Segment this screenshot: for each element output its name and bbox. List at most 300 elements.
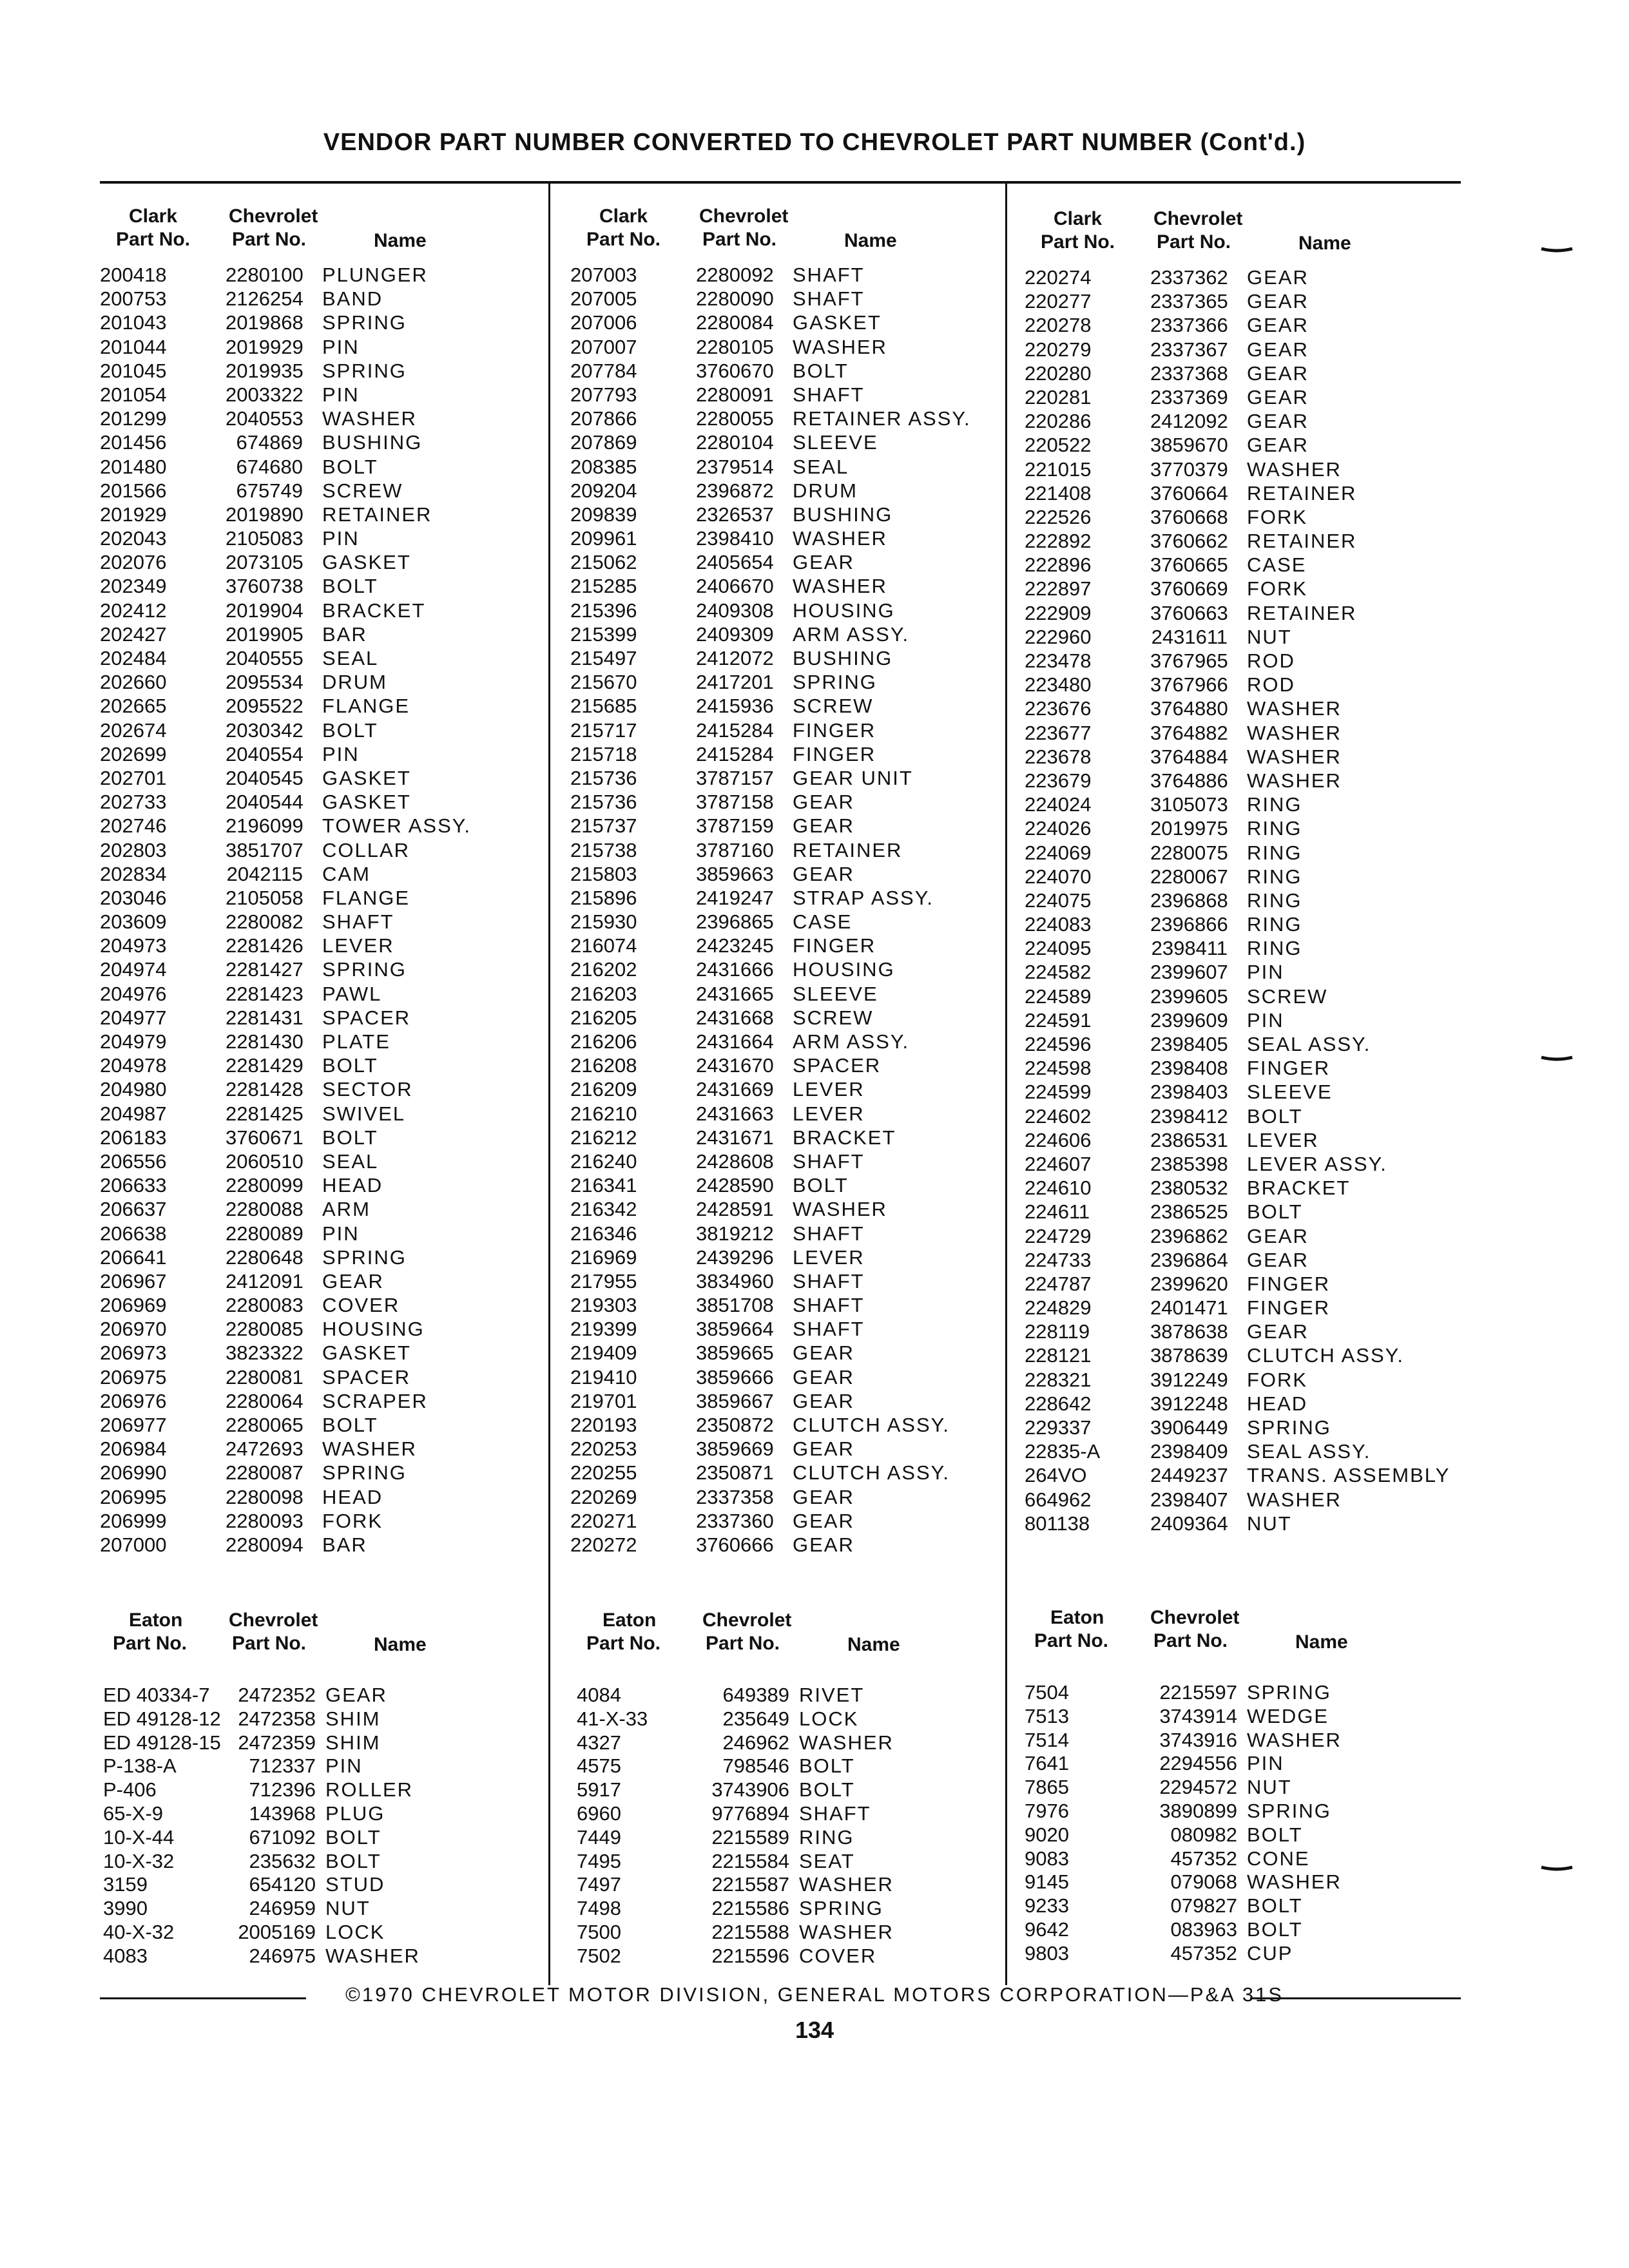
footer-copyright: ©1970 CHEVROLET MOTOR DIVISION, GENERAL MOTORS CORPORATION—P&A 31S <box>345 1983 1284 2006</box>
table-row <box>100 838 545 862</box>
part-name: WASHER <box>799 1920 894 1943</box>
vendor-part-number: 216203 <box>570 982 637 1005</box>
table-row <box>570 430 1005 454</box>
chevrolet-part-number: 2280082 <box>226 910 304 934</box>
part-name: SHAFT <box>793 1318 865 1341</box>
part-name: DRUM <box>322 671 387 694</box>
chevrolet-part-number: 2019929 <box>226 335 304 358</box>
vendor-part-number: 224075 <box>1025 889 1092 912</box>
chevrolet-part-number: 2003322 <box>226 383 304 406</box>
table-row <box>570 1245 1005 1269</box>
table-row <box>577 1683 1005 1707</box>
table-row <box>100 1102 545 1126</box>
table-row <box>103 1872 548 1896</box>
part-name: SEAL ASSY. <box>1247 1033 1371 1055</box>
chevrolet-part-number: 3760669 <box>1150 577 1228 601</box>
part-name: BOLT <box>793 1174 849 1197</box>
part-name: PIN <box>325 1754 363 1778</box>
vendor-part-number: 207793 <box>570 383 637 406</box>
chevrolet-part-number: 2040544 <box>226 791 304 814</box>
chevrolet-part-number: 3760670 <box>696 359 774 382</box>
chevrolet-part-number: 2280089 <box>226 1222 304 1245</box>
table-row <box>1025 505 1469 529</box>
part-name: COVER <box>322 1294 400 1317</box>
part-name: GEAR <box>793 1389 854 1412</box>
vendor-part-number: 215062 <box>570 551 637 574</box>
chevrolet-part-number: 2337365 <box>1150 290 1228 313</box>
table-row <box>1025 409 1469 433</box>
part-name: BOLT <box>799 1778 855 1802</box>
part-name: ROD <box>1247 673 1295 697</box>
part-name: GEAR <box>1247 314 1309 337</box>
vendor-part-number: 223676 <box>1025 697 1092 720</box>
table-row <box>570 1365 1005 1389</box>
table-row <box>100 1533 545 1557</box>
part-name: LEVER <box>1247 1128 1319 1151</box>
chevrolet-part-number: 3764882 <box>1150 721 1228 744</box>
chevrolet-part-number: 2431666 <box>696 958 774 981</box>
chevrolet-part-number: 246962 <box>722 1731 789 1754</box>
table-row <box>577 1754 1005 1778</box>
clark-column-3 <box>1025 207 1469 1535</box>
chevrolet-part-number: 2396866 <box>1150 913 1228 936</box>
chevrolet-part-number: 2428591 <box>696 1198 774 1221</box>
vendor-part-number: 224582 <box>1025 961 1092 984</box>
chevrolet-part-number: 457352 <box>1170 1847 1237 1870</box>
part-name: BOLT <box>1247 1823 1303 1846</box>
table-row <box>100 1197 545 1221</box>
chevrolet-part-number: 2215584 <box>711 1849 789 1872</box>
part-name: GEAR UNIT <box>793 766 913 789</box>
vendor-part-number: 215930 <box>570 910 637 934</box>
table-row <box>577 1872 1005 1896</box>
chevrolet-part-number: 2406670 <box>696 575 774 598</box>
vendor-part-number: 201929 <box>100 503 167 526</box>
table-row <box>570 1485 1005 1509</box>
chevrolet-part-number: 2409364 <box>1150 1512 1228 1535</box>
vendor-part-number: 215718 <box>570 742 637 765</box>
part-name: WASHER <box>799 1731 894 1754</box>
table-row <box>1025 1032 1469 1056</box>
table-row <box>570 455 1005 479</box>
part-name: GEAR <box>1247 290 1309 313</box>
part-name: BOLT <box>1247 1104 1303 1128</box>
part-name: BOLT <box>322 1414 378 1436</box>
table-row <box>100 1437 545 1461</box>
part-name: BAR <box>322 1533 367 1556</box>
part-name: COLLAR <box>322 838 410 861</box>
vendor-part-number: 219303 <box>570 1294 637 1317</box>
vendor-part-number: 204979 <box>100 1030 167 1053</box>
vendor-part-number: 228121 <box>1025 1344 1092 1367</box>
chevrolet-part-number: 2215597 <box>1159 1681 1237 1704</box>
vendor-header: Eaton <box>602 1610 657 1631</box>
vendor-part-number: 801138 <box>1025 1512 1090 1535</box>
table-row <box>100 1365 545 1389</box>
top-rule <box>100 181 1461 184</box>
part-name: BOLT <box>325 1849 381 1872</box>
vendor-part-number: ED 40334-7 <box>103 1684 210 1706</box>
vendor-part-number: 207869 <box>570 431 637 454</box>
part-name: GEAR <box>1247 410 1309 433</box>
part-name: SWIVEL <box>322 1102 406 1125</box>
vendor-part-number: 201480 <box>100 455 167 478</box>
part-name: ARM <box>322 1198 371 1221</box>
chevrolet-part-number: 3878638 <box>1150 1320 1228 1343</box>
chevrolet-part-number: 2005169 <box>238 1920 316 1943</box>
part-name: FORK <box>1247 505 1308 528</box>
chevrolet-part-number: 2281423 <box>226 982 304 1005</box>
chevrolet-part-number: 2280099 <box>226 1174 304 1197</box>
part-name: BOLT <box>322 1054 378 1077</box>
vendor-part-number: 201045 <box>100 359 167 382</box>
part-name: WASHER <box>322 1437 417 1461</box>
part-name: SHAFT <box>793 287 865 311</box>
part-name: SEAL <box>322 1149 379 1173</box>
table-row <box>1025 1728 1469 1752</box>
vendor-part-number: 223678 <box>1025 745 1092 768</box>
table-row <box>1025 361 1469 385</box>
vendor-part-number: 223480 <box>1025 673 1092 697</box>
chevrolet-part-number: 2019868 <box>226 311 304 334</box>
chevrolet-part-number: 3787157 <box>696 766 774 789</box>
part-name: GEAR <box>1247 361 1309 385</box>
chevrolet-part-number: 079068 <box>1170 1870 1237 1894</box>
vendor-part-number: 202043 <box>100 527 167 550</box>
vendor-part-number: ED 49128-12 <box>103 1707 221 1730</box>
vendor-part-number: 206967 <box>100 1269 167 1293</box>
part-name: GEAR <box>1247 266 1309 289</box>
chevrolet-part-number: 457352 <box>1170 1941 1237 1965</box>
vendor-part-number: 22835-A <box>1025 1440 1101 1463</box>
table-row <box>100 886 545 910</box>
vendor-subheader: Part No. <box>1041 231 1115 253</box>
table-row <box>577 1944 1005 1968</box>
table-row <box>103 1731 548 1754</box>
vendor-part-number: 224591 <box>1025 1008 1092 1032</box>
part-name: WASHER <box>799 1873 894 1896</box>
chevrolet-part-number: 2019975 <box>1150 817 1228 840</box>
chevrolet-part-number: 3906449 <box>1150 1416 1228 1439</box>
part-name: SPACER <box>322 1365 411 1389</box>
table-row <box>100 503 545 526</box>
chevrolet-part-number: 3859666 <box>696 1365 774 1389</box>
table-row <box>103 1896 548 1920</box>
chevrolet-part-number: 2280093 <box>226 1509 304 1532</box>
chevrolet-header: Chevrolet <box>699 206 789 227</box>
part-name: SPRING <box>322 1461 407 1485</box>
chevrolet-part-number: 2431668 <box>696 1006 774 1029</box>
table-row <box>570 287 1005 311</box>
chevrolet-part-number: 235632 <box>249 1849 316 1872</box>
part-name: SCREW <box>793 1006 874 1029</box>
chevrolet-part-number: 2105058 <box>226 886 304 909</box>
chevrolet-part-number: 3760668 <box>1150 505 1228 528</box>
chevrolet-part-number: 798546 <box>722 1754 789 1778</box>
part-name: SHAFT <box>793 1294 865 1317</box>
part-name: RETAINER <box>1247 530 1357 553</box>
vendor-part-number: 202746 <box>100 814 167 838</box>
vendor-part-number: 216342 <box>570 1198 637 1221</box>
table-row <box>1025 1751 1469 1775</box>
part-name: BUSHING <box>322 431 423 454</box>
chevrolet-part-number: 2337366 <box>1150 314 1228 337</box>
part-name: BUSHING <box>793 503 893 526</box>
vendor-header: Clark <box>129 206 178 227</box>
vendor-part-number: 224829 <box>1025 1296 1092 1320</box>
chevrolet-part-number: 2280087 <box>226 1461 304 1485</box>
table-row <box>1025 1680 1469 1704</box>
part-name: BOLT <box>322 575 378 598</box>
chevrolet-subheader: Part No. <box>706 1633 780 1654</box>
part-name: SEAL <box>322 647 379 669</box>
part-name: GEAR <box>1247 385 1309 408</box>
part-name: SHIM <box>325 1707 381 1730</box>
vendor-part-number: 206984 <box>100 1437 167 1461</box>
vendor-part-number: 216212 <box>570 1126 637 1149</box>
vendor-subheader: Part No. <box>113 1633 188 1654</box>
part-name: SCREW <box>322 479 403 502</box>
table-row <box>1025 385 1469 409</box>
table-row <box>577 1731 1005 1754</box>
vendor-part-number: 207784 <box>570 359 637 382</box>
chevrolet-subheader: Part No. <box>232 1633 307 1654</box>
part-name: BAND <box>322 287 383 311</box>
table-row <box>100 599 545 622</box>
chevrolet-part-number: 3760671 <box>226 1126 304 1149</box>
table-row <box>1025 1392 1469 1416</box>
table-row <box>570 622 1005 646</box>
chevrolet-part-number: 2040554 <box>226 742 304 765</box>
eaton-column-header <box>103 1609 548 1667</box>
chevrolet-part-number: 2281430 <box>226 1030 304 1053</box>
part-name: GEAR <box>1247 1320 1309 1343</box>
part-name: RING <box>1247 913 1302 936</box>
table-row <box>570 263 1005 287</box>
part-name: SHAFT <box>793 1149 865 1173</box>
chevrolet-part-number: 2412072 <box>696 647 774 669</box>
vendor-part-number: 216205 <box>570 1006 637 1029</box>
part-name: PLUG <box>325 1802 385 1825</box>
table-row <box>100 646 545 670</box>
part-name: WASHER <box>1247 1728 1342 1751</box>
chevrolet-part-number: 2281427 <box>226 958 304 981</box>
name-header: Name <box>847 1634 900 1655</box>
table-row <box>1025 1416 1469 1439</box>
part-name: GEAR <box>793 862 854 885</box>
table-row <box>570 599 1005 622</box>
chevrolet-part-number: 3819212 <box>696 1222 774 1245</box>
part-name: GEAR <box>793 1365 854 1389</box>
vendor-part-number: 206970 <box>100 1318 167 1341</box>
part-name: SHAFT <box>793 264 865 286</box>
part-name: RING <box>1247 889 1302 912</box>
table-row <box>1025 553 1469 577</box>
chevrolet-part-number: 2196099 <box>226 814 304 838</box>
table-row <box>1025 841 1469 865</box>
part-name: PIN <box>1247 961 1284 984</box>
vendor-part-number: 207866 <box>570 407 637 430</box>
table-row <box>100 335 545 359</box>
chevrolet-part-number: 2385398 <box>1150 1152 1228 1175</box>
table-row <box>1025 816 1469 840</box>
table-row <box>100 1389 545 1413</box>
vendor-part-number: 204976 <box>100 982 167 1005</box>
table-row <box>1025 697 1469 720</box>
part-name: BOLT <box>1247 1917 1303 1941</box>
margin-mark <box>1540 1865 1574 1872</box>
spacer <box>1025 1664 1469 1680</box>
chevrolet-part-number: 3760738 <box>226 575 304 598</box>
table-row <box>570 1197 1005 1221</box>
part-name: NUT <box>1247 625 1292 648</box>
chevrolet-part-number: 2337358 <box>696 1485 774 1508</box>
part-name: SLEEVE <box>793 982 878 1005</box>
part-name: SPRING <box>322 311 407 334</box>
table-row <box>100 766 545 790</box>
vendor-part-number: 202803 <box>100 838 167 861</box>
vendor-part-number: 220280 <box>1025 361 1092 385</box>
vendor-part-number: 9145 <box>1025 1870 1069 1894</box>
vendor-part-number: 229337 <box>1025 1416 1092 1439</box>
vendor-part-number: 220277 <box>1025 290 1092 313</box>
part-name: SHIM <box>325 1731 381 1754</box>
table-row <box>1025 457 1469 481</box>
table-row <box>570 862 1005 886</box>
table-row <box>1025 625 1469 649</box>
vendor-subheader: Part No. <box>586 1633 661 1654</box>
chevrolet-part-number: 3787160 <box>696 838 774 861</box>
table-row <box>1025 1799 1469 1823</box>
part-name: BOLT <box>1247 1894 1303 1917</box>
part-name: HOUSING <box>793 958 895 981</box>
chevrolet-part-number: 3105073 <box>1150 793 1228 816</box>
vendor-part-number: 202699 <box>100 742 167 765</box>
table-row <box>1025 601 1469 625</box>
chevrolet-part-number: 3890899 <box>1159 1799 1237 1822</box>
vendor-part-number: 264VO <box>1025 1464 1087 1487</box>
vendor-part-number: 207005 <box>570 287 637 311</box>
part-name: GEAR <box>793 1533 854 1556</box>
eaton-column-1 <box>103 1609 548 1968</box>
table-row <box>570 526 1005 550</box>
part-name: SEAL <box>793 455 849 478</box>
vendor-part-number: 215396 <box>570 599 637 622</box>
table-row <box>570 982 1005 1006</box>
vendor-part-number: 220286 <box>1025 410 1092 433</box>
chevrolet-part-number: 2019890 <box>226 503 304 526</box>
part-name: RING <box>1247 793 1302 816</box>
vendor-part-number: 221015 <box>1025 457 1092 481</box>
part-name: BRACKET <box>1247 1177 1351 1200</box>
part-name: FORK <box>322 1509 383 1532</box>
table-row <box>103 1849 548 1873</box>
vendor-part-number: 206995 <box>100 1485 167 1508</box>
vendor-part-number: 202660 <box>100 671 167 694</box>
table-row <box>1025 1128 1469 1152</box>
chevrolet-part-number: 2040555 <box>226 647 304 669</box>
vendor-part-number: 222526 <box>1025 505 1092 528</box>
part-name: GASKET <box>322 766 411 789</box>
table-row <box>577 1707 1005 1731</box>
part-name: NUT <box>1247 1776 1292 1799</box>
part-name: BOLT <box>1247 1200 1303 1224</box>
part-name: STUD <box>325 1873 385 1896</box>
chevrolet-header: Chevrolet <box>702 1610 792 1631</box>
table-row <box>1025 313 1469 337</box>
eaton-column-3 <box>1025 1606 1469 1965</box>
part-name: SHAFT <box>793 1222 865 1245</box>
table-row <box>100 1053 545 1077</box>
table-row <box>1025 1847 1469 1870</box>
table-row <box>100 1269 545 1293</box>
vendor-part-number: 7502 <box>577 1944 621 1967</box>
chevrolet-part-number: 2042115 <box>226 862 303 885</box>
chevrolet-part-number: 2040545 <box>226 766 304 789</box>
vendor-part-number: 204973 <box>100 934 167 957</box>
table-row <box>1025 338 1469 361</box>
vendor-part-number: 224024 <box>1025 793 1092 816</box>
chevrolet-part-number: 3912249 <box>1150 1368 1228 1391</box>
vendor-subheader: Part No. <box>586 229 661 250</box>
chevrolet-part-number: 2396868 <box>1150 889 1228 912</box>
part-name: GEAR <box>793 1509 854 1532</box>
vendor-header: Clark <box>599 206 648 227</box>
vendor-part-number: 9020 <box>1025 1823 1069 1846</box>
chevrolet-part-number: 2398408 <box>1150 1057 1228 1080</box>
chevrolet-part-number: 671092 <box>249 1825 316 1849</box>
part-name: RETAINER ASSY. <box>793 407 971 430</box>
vendor-part-number: 202834 <box>100 862 167 885</box>
table-row <box>100 550 545 574</box>
vendor-part-number: 9642 <box>1025 1917 1069 1941</box>
vendor-part-number: P-406 <box>103 1778 157 1802</box>
table-row <box>570 335 1005 359</box>
vendor-part-number: 222892 <box>1025 530 1092 553</box>
table-row <box>570 694 1005 718</box>
vendor-part-number: 222909 <box>1025 601 1092 624</box>
part-name: SLEEVE <box>793 431 878 454</box>
clark-column-2 <box>570 205 1005 1557</box>
part-name: RING <box>1247 841 1302 864</box>
vendor-part-number: 202701 <box>100 766 167 789</box>
table-row <box>1025 1176 1469 1200</box>
chevrolet-part-number: 3787159 <box>696 814 774 838</box>
table-row <box>100 526 545 550</box>
table-row <box>1025 529 1469 553</box>
vendor-part-number: 7498 <box>577 1897 621 1920</box>
table-row <box>103 1683 548 1707</box>
part-name: CUP <box>1247 1941 1293 1965</box>
part-name: WASHER <box>1247 721 1342 744</box>
table-row <box>577 1896 1005 1920</box>
table-row <box>100 263 545 287</box>
chevrolet-part-number: 2472358 <box>238 1707 316 1730</box>
table-row <box>1025 721 1469 745</box>
part-name: BAR <box>322 622 367 646</box>
table-row <box>570 886 1005 910</box>
vendor-part-number: 201054 <box>100 383 167 406</box>
vendor-part-number: 220522 <box>1025 434 1092 457</box>
chevrolet-header: Chevrolet <box>229 206 318 227</box>
chevrolet-part-number: 2379514 <box>696 455 774 478</box>
part-name: ARM ASSY. <box>793 622 910 646</box>
table-row <box>570 1293 1005 1317</box>
chevrolet-part-number: 2431669 <box>696 1078 774 1101</box>
table-row <box>1025 936 1469 960</box>
vendor-part-number: 224599 <box>1025 1081 1092 1104</box>
chevrolet-part-number: 3834960 <box>696 1269 774 1293</box>
